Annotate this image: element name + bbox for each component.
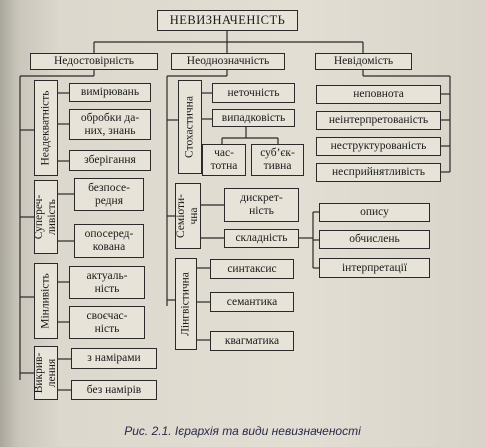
item-relevance: актуаль- ність: [69, 266, 145, 299]
item-semantics: семантика: [210, 292, 294, 312]
item-randomness: випадковість: [212, 109, 295, 127]
item-description: опису: [319, 203, 430, 222]
group-distortion-label: Викрив- лення: [33, 352, 58, 394]
item-discreteness: дискрет- ність: [224, 188, 299, 222]
group-linguistic-label: Лінгвістична: [179, 272, 192, 336]
group-linguistic: [175, 258, 197, 350]
item-incompleteness: неповнота: [316, 85, 441, 104]
item-pragmatics: квагматика: [210, 331, 294, 351]
item-storage: зберігання: [69, 150, 151, 171]
item-inaccuracy: неточність: [212, 83, 295, 103]
group-inadequacy-label: Неадекватність: [39, 90, 52, 166]
group-variability-label: Мінливість: [39, 273, 52, 329]
category-ambiguity: Неоднозначність: [171, 53, 285, 70]
item-timeliness: своєчас- ність: [69, 306, 145, 339]
item-complexity: складність: [224, 229, 299, 248]
group-inadequacy: [34, 80, 58, 176]
group-variability: [34, 263, 58, 339]
item-intentional: з намірами: [71, 348, 157, 369]
item-interpretation: інтерпретації: [319, 258, 430, 278]
category-unknown: Невідомість: [315, 53, 412, 70]
root-node: НЕВИЗНАЧЕНІСТЬ: [157, 10, 298, 31]
item-subjective: суб’єк- тивна: [251, 144, 304, 176]
item-unstructuredness: неструктурованість: [316, 137, 441, 156]
item-unintentional: без намірів: [71, 380, 157, 400]
item-processing: обробки да- них, знань: [69, 109, 151, 140]
group-stochastic: [178, 80, 202, 174]
item-computation: обчислень: [319, 230, 430, 249]
group-stochastic-label: Стохастична: [183, 96, 196, 158]
group-contradiction-label: Супереч- ливість: [33, 194, 58, 240]
item-frequency: час- тотна: [202, 144, 246, 176]
item-direct: безпосе- редня: [74, 178, 144, 211]
group-semiotic-label: Семіоти- чна: [175, 194, 200, 238]
category-unreliability: Недостовірність: [30, 53, 158, 70]
item-indirect: опосеред- кована: [74, 224, 144, 258]
group-semiotic: [175, 183, 201, 249]
figure-caption: Рис. 2.1. Ієрархія та види невизначеності: [124, 424, 361, 438]
item-measurements: вимірювань: [69, 83, 151, 102]
group-contradiction: [34, 180, 58, 254]
item-uninterpretability: неінтерпретованість: [316, 111, 441, 130]
item-syntax: синтаксис: [210, 259, 294, 279]
item-insusceptibility: несприйнятливість: [316, 163, 441, 182]
group-distortion: [34, 346, 58, 400]
